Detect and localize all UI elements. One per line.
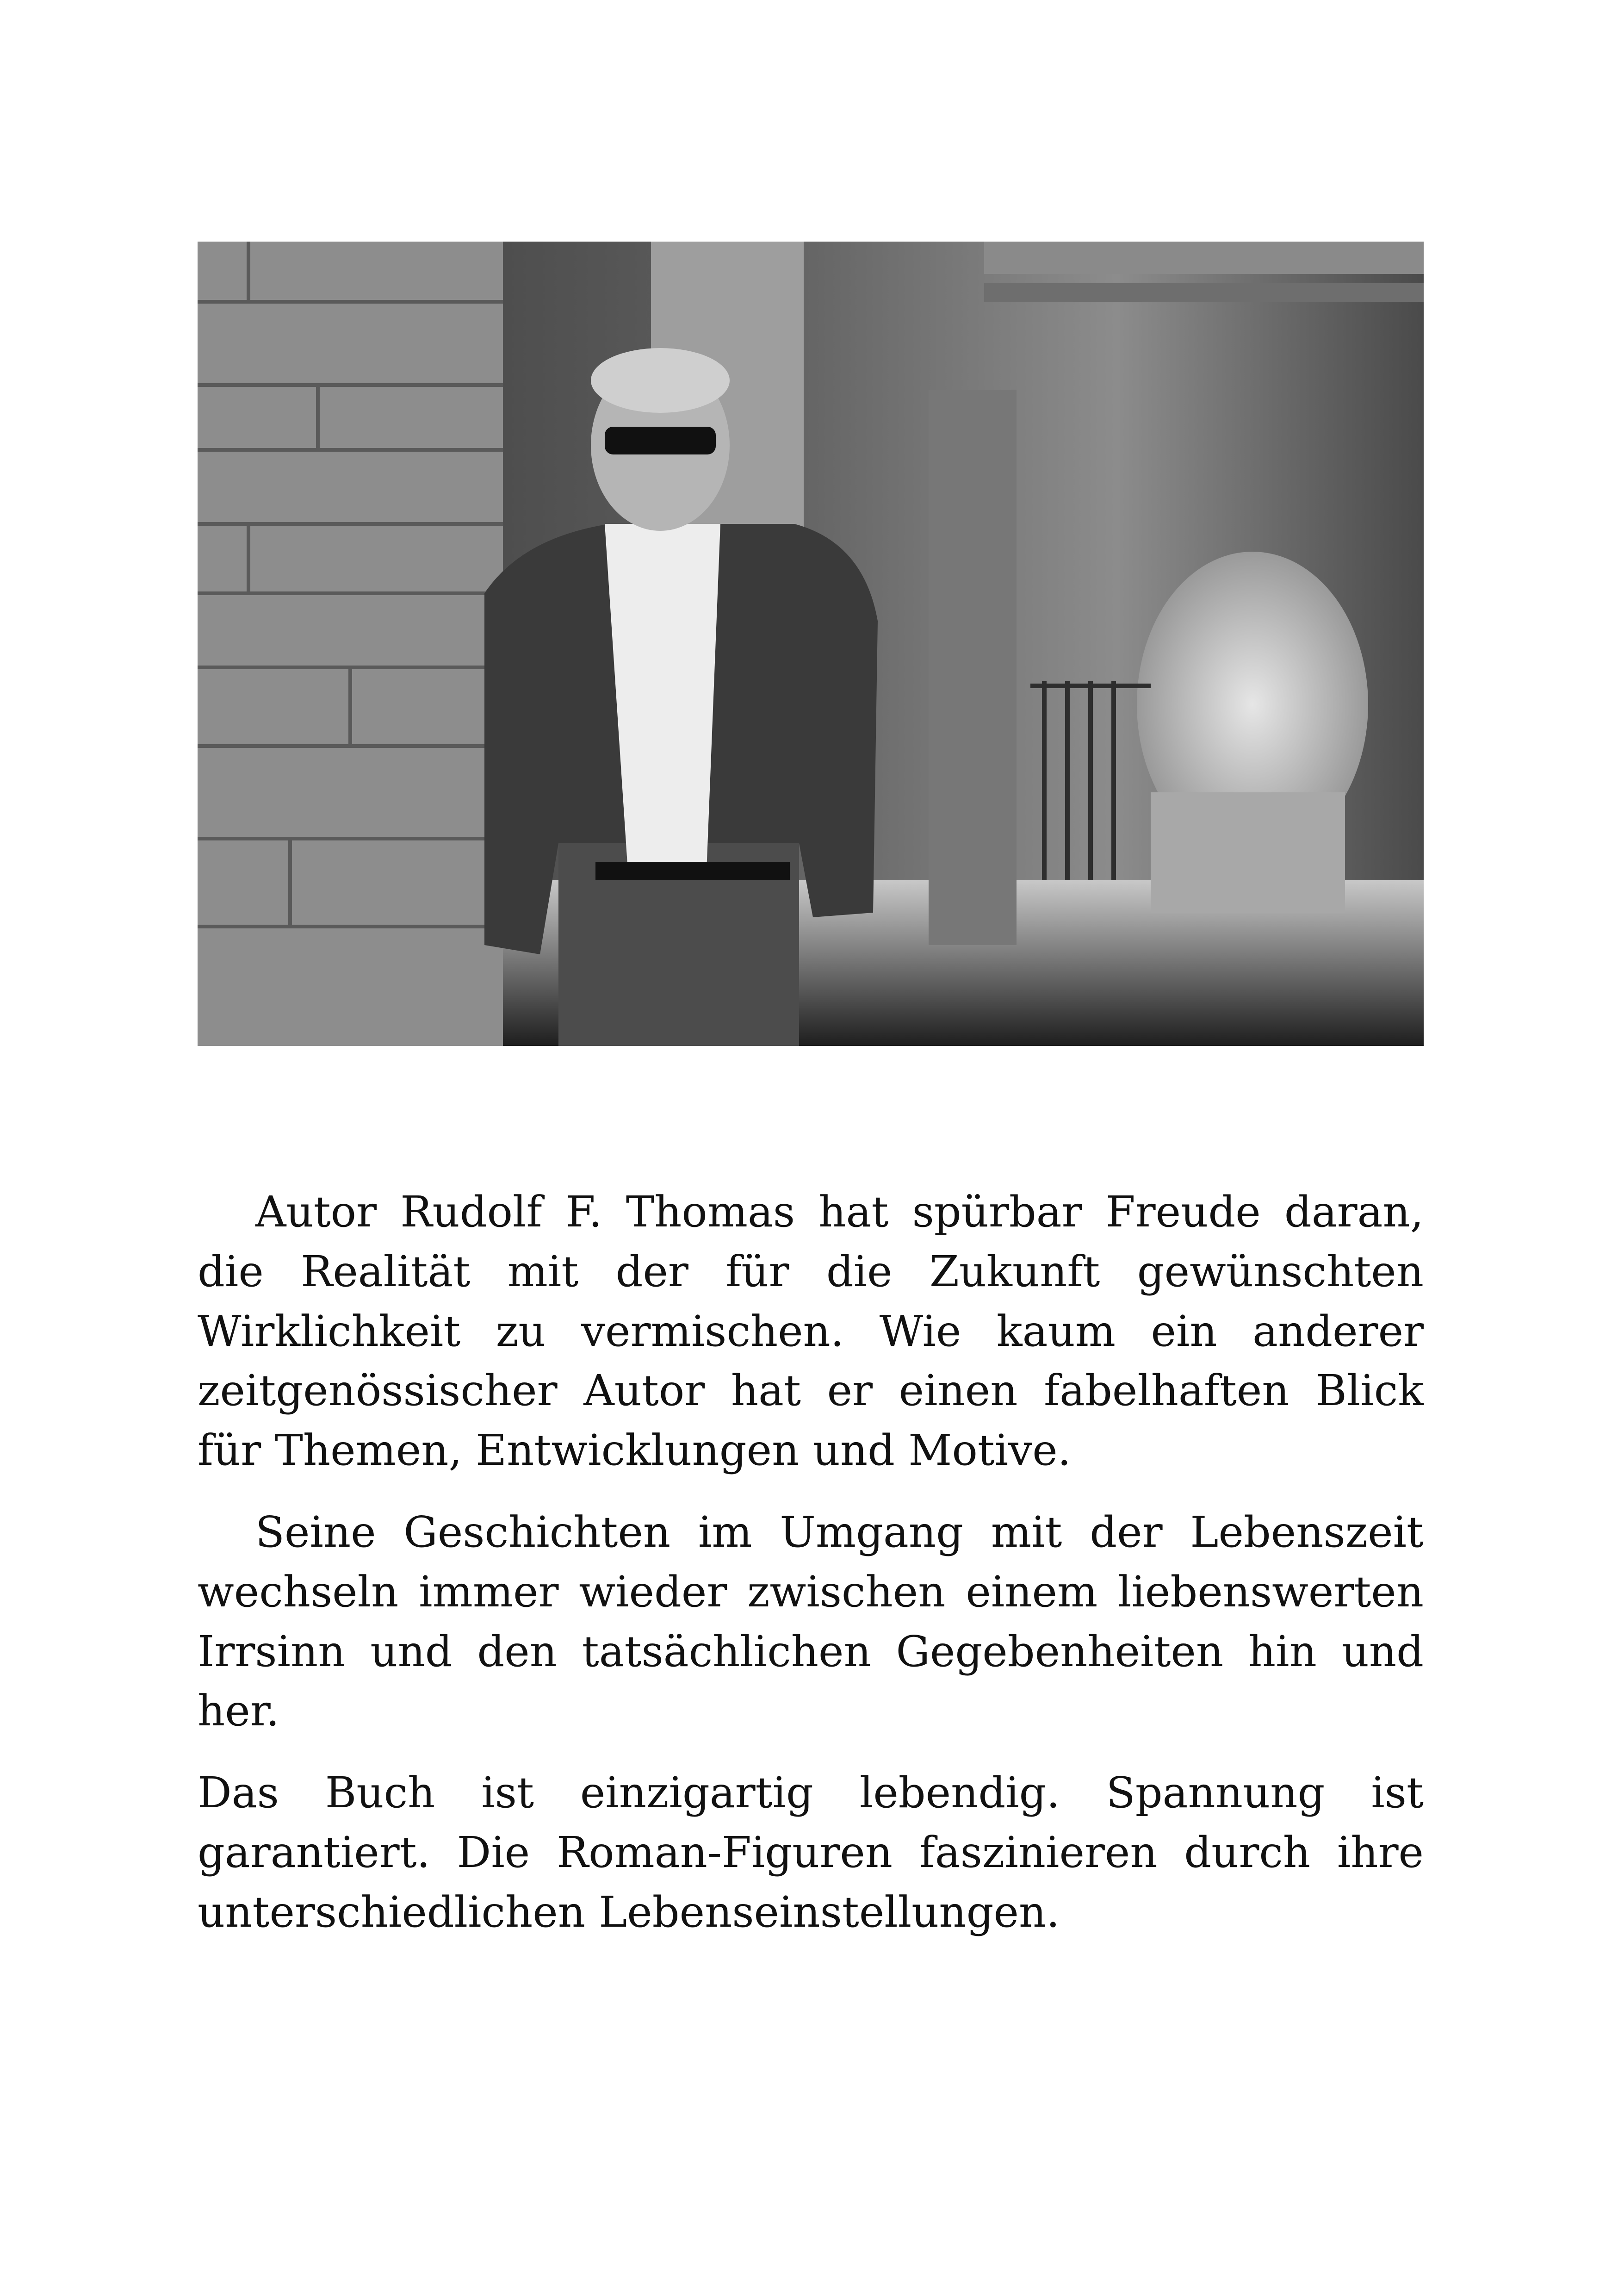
paragraph-book: Das Buch ist einzigartig lebendig. Spannung ist garantiert. Die Roman-Figuren faszinieren durch ihre unterschiedlichen Lebenseinstellungen. [198, 1768, 1424, 1937]
author-portrait-illustration [198, 242, 1424, 1046]
author-photo [198, 242, 1424, 1046]
author-description [198, 1182, 1424, 1965]
paragraph-intro: Autor Rudolf F. Thomas hat spürbar Freude daran, die Realität mit der für die Zukunft gewünschten Wirklichkeit zu vermischen. Wie kaum ein anderer zeitgenössischer Autor hat er einen fabelhaften Blick für Themen, Entwicklungen und Motive. [198, 1187, 1424, 1475]
paragraph-stories: Seine Geschichten im Umgang mit der Lebenszeit wechseln immer wieder zwischen einem liebenswerten Irrsinn und den tatsächlichen Gegebenheiten hin und her. [198, 1507, 1424, 1736]
